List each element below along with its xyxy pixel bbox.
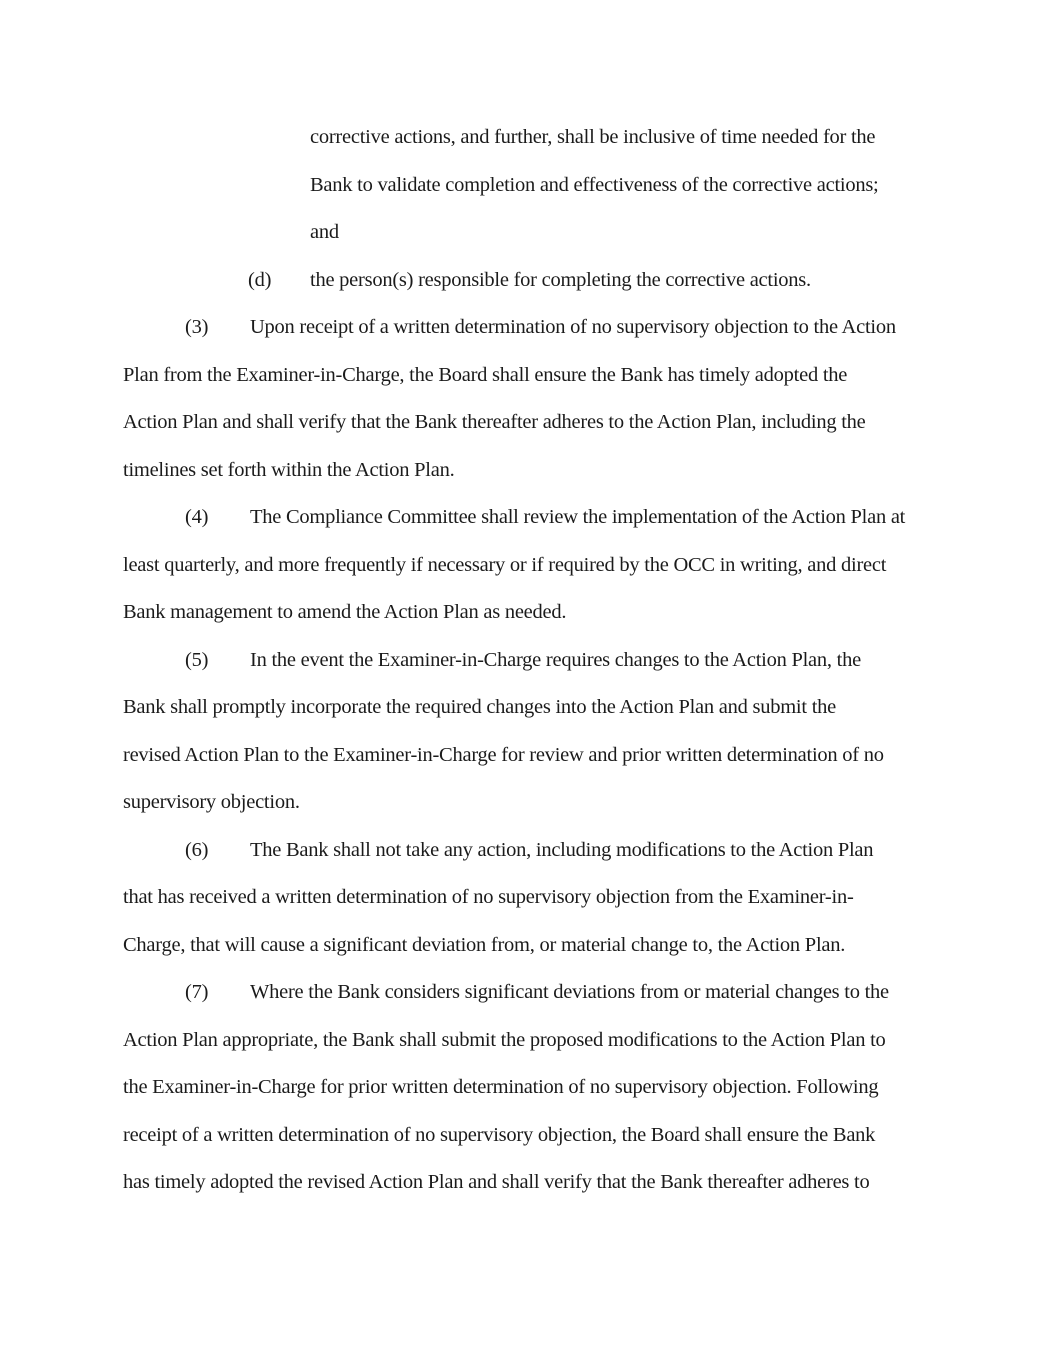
text-line: Bank management to amend the Action Plan as needed. (123, 601, 567, 623)
text-line (123, 827, 1055, 875)
paragraph-7 (123, 969, 1055, 1207)
text-line: Bank to validate completion and effectiveness of the corrective actions; (310, 173, 879, 196)
paragraph-marker: (4) (185, 506, 209, 528)
paragraph-d (123, 257, 1055, 305)
paragraph-5 (123, 637, 1055, 827)
paragraph-marker: (7) (185, 981, 209, 1003)
paragraph-6 (123, 827, 1055, 970)
text-line (123, 637, 1055, 685)
text-line: timelines set forth within the Action Plan. (123, 458, 455, 481)
text-line: Bank shall promptly incorporate the required changes into the Action Plan and submit the (123, 696, 836, 718)
text-line: has timely adopted the revised Action Plan and shall verify that the Bank thereafter adheres to (123, 1171, 870, 1193)
text-line (123, 969, 1055, 1017)
text-line (123, 494, 1055, 542)
text-line: Action Plan appropriate, the Bank shall submit the proposed modifications to the Action Plan to (123, 1028, 886, 1051)
paragraph-marker: (5) (185, 648, 209, 671)
paragraph-first-line-text: In the event the Examiner-in-Charge requires changes to the Action Plan, the (250, 648, 861, 671)
text-line: Action Plan and shall verify that the Bank thereafter adheres to the Action Plan, including the (123, 411, 866, 433)
paragraph-marker: (d) (248, 268, 272, 291)
text-line: corrective actions, and further, shall be inclusive of time needed for the (310, 126, 876, 148)
paragraph-first-line-text: Where the Bank considers significant deviations from or material changes to the (250, 981, 889, 1003)
text-line: Charge, that will cause a significant deviation from, or material change to, the Action Plan. (123, 933, 846, 956)
paragraph-c-continuation (123, 114, 1055, 257)
text-line: that has received a written determination of no supervisory objection from the Examiner-in- (123, 886, 854, 908)
text-line (123, 257, 1055, 305)
text-line: Plan from the Examiner-in-Charge, the Board shall ensure the Bank has timely adopted the (123, 363, 848, 386)
text-line: supervisory objection. (123, 791, 300, 813)
paragraph-first-line-text: Upon receipt of a written determination of no supervisory objection to the Action (250, 316, 896, 338)
document-body (123, 114, 1055, 1207)
paragraph-first-line-text: the person(s) responsible for completing the corrective actions. (310, 268, 811, 291)
paragraph-marker: (3) (185, 316, 209, 338)
text-line: least quarterly, and more frequently if necessary or if required by the OCC in writing, and direct (123, 553, 887, 576)
paragraph-3 (123, 304, 1055, 494)
text-line: receipt of a written determination of no supervisory objection, the Board shall ensure the Bank (123, 1123, 876, 1146)
text-line: revised Action Plan to the Examiner-in-Charge for review and prior written determination of no (123, 743, 884, 766)
paragraph-first-line-text: The Bank shall not take any action, including modifications to the Action Plan (250, 838, 874, 861)
paragraph-marker: (6) (185, 838, 209, 861)
text-line: and (310, 221, 339, 243)
text-line: the Examiner-in-Charge for prior written determination of no supervisory objection. Following (123, 1076, 879, 1098)
paragraph-first-line-text: The Compliance Committee shall review the implementation of the Action Plan at (250, 506, 906, 528)
paragraph-4 (123, 494, 1055, 637)
text-line (123, 304, 1055, 352)
